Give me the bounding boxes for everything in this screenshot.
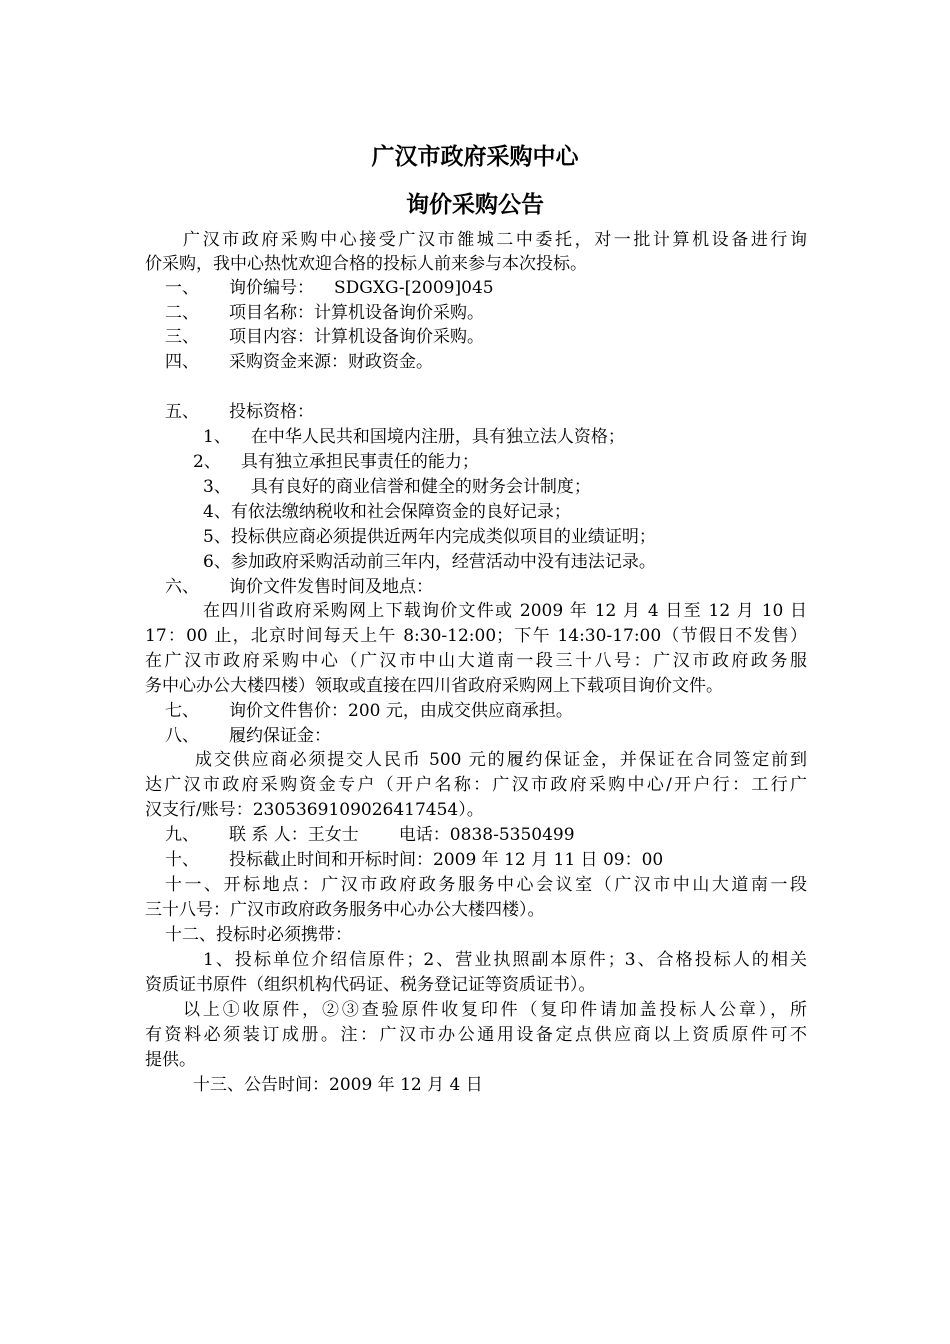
section-4 [165,350,433,374]
section-8-body-line: 达广汉市政府采购资金专户（开户名称：广汉市政府采购中心/开户行：工行广 [145,775,807,795]
section-number: 五、 [165,402,199,422]
section-8-body-line: 汉支行/账号：2305369109026417454）。 [145,800,484,820]
item-text: 具有独立承担民事责任的能力； [240,452,479,472]
qualification-item [203,425,625,449]
announcement-date: 十三、公告时间：2009 年 12 月 4 日 [193,1075,483,1095]
section-12-body-line: 1、投标单位介绍信原件；2、营业执照副本原件；3、合格投标人的相关 [203,950,807,970]
section-text: 询价文件发售时间及地点： [229,577,433,597]
section-12-note-line: 提供。 [145,1050,196,1070]
qualification-item [193,450,479,474]
section-number: 十、 [165,850,199,870]
section-9 [165,823,575,847]
item-number: 2、 [193,452,221,472]
section-text: 项目名称：计算机设备询价采购。 [229,303,484,323]
section-12-body-line: 资质证书原件（组织机构代码证、税务登记证等资质证书）。 [145,975,596,995]
section-number: 四、 [165,352,199,372]
section-6-body-line: 在四川省政府采购网上下载询价文件或 2009 年 12 月 4 日至 12 月 10 日 [203,601,807,621]
section-number: 三、 [165,327,199,347]
inquiry-number: SDGXG-[2009]045 [334,278,494,298]
section-6-body-line: 17：00 止，北京时间每天上午 8:30-12:00；下午 14:30-17:00（节假日不发售） [145,626,807,646]
qualification-item: 5、投标供应商必须提供近两年内完成类似项目的业绩证明； [203,527,656,547]
section-text: 采购资金来源：财政资金。 [229,352,433,372]
item-number: 3、 [203,477,231,497]
section-11-line: 十一、开标地点：广汉市政府政务服务中心会议室（广汉市中山大道南一段 [165,875,807,895]
doc-title: 询价采购公告 [406,192,544,218]
section-number: 九、 [165,825,199,845]
section-8 [165,724,331,748]
section-8-body-line: 成交供应商必须提交人民币 500 元的履约保证金，并保证在合同签定前到 [195,750,807,770]
qualification-item: 6、参加政府采购活动前三年内，经营活动中没有违法记录。 [203,552,656,572]
section-text: 项目内容：计算机设备询价采购。 [229,327,484,347]
section-text: 投标资格： [229,402,314,422]
qualification-item [203,475,591,499]
section-text: 投标截止时间和开标时间：2009 年 12 月 11 日 09：00 [229,850,664,870]
qualification-item: 4、有依法缴纳税收和社会保障资金的良好记录； [203,502,571,522]
section-10 [165,848,663,872]
section-2 [165,301,484,325]
section-12-note-line: 以上①收原件，②③查验原件收复印件（复印件请加盖投标人公章），所 [183,1000,807,1020]
section-12: 十二、投标时必须携带： [165,925,352,945]
intro-line: 广汉市政府采购中心接受广汉市雒城二中委托，对一批计算机设备进行询 [183,230,807,250]
section-1 [165,276,494,300]
section-6-body-line: 在广汉市政府采购中心（广汉市中山大道南一段三十八号：广汉市政府政务服 [145,651,807,671]
section-5 [165,400,314,424]
contact-person: 联 系 人：王女士 [229,825,359,845]
section-number: 八、 [165,726,199,746]
section-number: 七、 [165,701,199,721]
item-number: 1、 [203,427,231,447]
section-text: 履约保证金： [229,726,331,746]
section-number: 六、 [165,577,199,597]
section-3 [165,325,484,349]
section-11-line: 三十八号：广汉市政府政务服务中心办公大楼四楼）。 [145,900,545,920]
section-number: 二、 [165,303,199,323]
section-6 [165,575,433,599]
org-title: 广汉市政府采购中心 [371,144,579,170]
section-7 [165,699,573,723]
section-12-note-line: 有资料必须装订成册。注：广汉市办公通用设备定点供应商以上资质原件可不 [145,1025,807,1045]
section-key: 询价编号： [229,278,314,298]
contact-phone: 电话：0838-5350499 [398,825,575,845]
section-number: 一、 [165,278,199,298]
section-6-body-line: 务中心办公大楼四楼）领取或直接在四川省政府采购网上下载项目询价文件。 [145,676,723,696]
item-text: 具有良好的商业信誉和健全的财务会计制度； [250,477,591,497]
intro-line: 价采购，我中心热忱欢迎合格的投标人前来参与本次投标。 [145,254,587,274]
section-text: 询价文件售价：200 元，由成交供应商承担。 [229,701,573,721]
item-text: 在中华人民共和国境内注册，具有独立法人资格； [250,427,625,447]
